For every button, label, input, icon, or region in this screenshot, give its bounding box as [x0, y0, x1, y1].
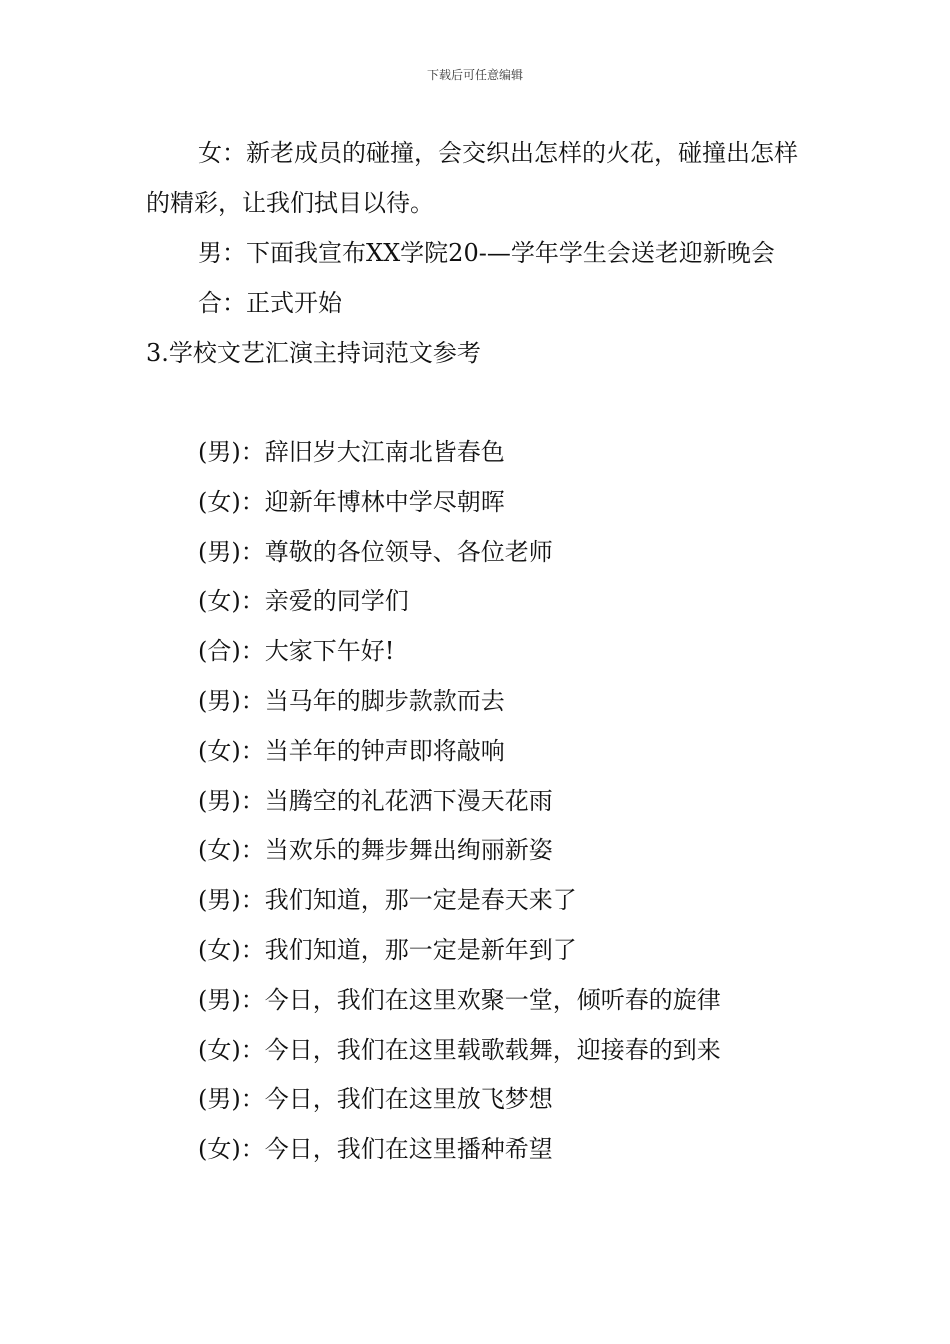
- script-line: (女)：亲爱的同学们: [198, 587, 409, 616]
- script-line: (女)：当羊年的钟声即将敲响: [198, 736, 505, 765]
- script-line: (合)：大家下午好!: [198, 637, 395, 666]
- intro-paragraph-3: 合：正式开始: [198, 289, 342, 317]
- document-body: [146, 128, 810, 1175]
- script-line: (男)：尊敬的各位领导、各位老师: [198, 537, 553, 566]
- intro-paragraph-1: 女：新老成员的碰撞，会交织出怎样的火花，碰撞出怎样的精彩，让我们拭目以待。: [146, 139, 798, 217]
- page-header-note: 下载后可任意编辑: [426, 68, 523, 82]
- script-line: (男)：当马年的脚步款款而去: [198, 686, 505, 715]
- script-line: (女)：今日，我们在这里载歌载舞，迎接春的到来: [198, 1035, 721, 1064]
- script-line: (男)：今日，我们在这里欢聚一堂，倾听春的旋律: [198, 985, 721, 1014]
- intro-paragraph-2: 男：下面我宣布XX学院20-—学年学生会送老迎新晚会: [198, 239, 775, 267]
- script-line: (男)：辞旧岁大江南北皆春色: [198, 438, 505, 466]
- section-title: 3.学校文艺汇演主持词范文参考: [146, 339, 481, 367]
- script-line: (女)：当欢乐的舞步舞出绚丽新姿: [198, 836, 553, 865]
- script-line: (女)：今日，我们在这里播种希望: [198, 1135, 553, 1164]
- blank-line: [146, 378, 810, 428]
- script-line: (男)：今日，我们在这里放飞梦想: [198, 1085, 553, 1114]
- script-line: (男)：我们知道，那一定是春天来了: [198, 886, 577, 915]
- script-line: (男)：当腾空的礼花洒下漫天花雨: [198, 786, 553, 815]
- script-line: (女)：我们知道，那一定是新年到了: [198, 935, 577, 964]
- script-line: (女)：迎新年博林中学尽朝晖: [198, 487, 505, 516]
